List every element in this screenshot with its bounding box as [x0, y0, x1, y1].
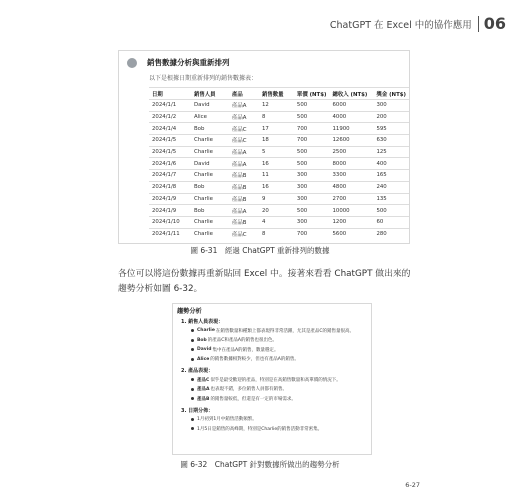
table-cell: 500: [294, 146, 330, 158]
table-cell: 2024/1/4: [149, 123, 191, 135]
figure-6-32-screenshot: [172, 303, 372, 455]
table-cell: 300: [294, 216, 330, 228]
table-cell: 8: [259, 111, 294, 123]
table-cell: 4: [259, 216, 294, 228]
table-cell: 2024/1/8: [149, 181, 191, 193]
table-cell: 700: [294, 135, 330, 147]
column-header: 產品: [229, 88, 259, 100]
item-text: 也表現不錯，多位銷售人員都有銷售。: [210, 387, 287, 393]
table-cell: 2024/1/10: [149, 216, 191, 228]
list-item: [191, 385, 367, 395]
table-cell: 20: [259, 205, 294, 217]
table-cell: 500: [294, 100, 330, 112]
bullet-icon: [191, 388, 194, 391]
page-number: 6-27: [405, 481, 420, 489]
table-cell: 產品A: [229, 100, 259, 112]
item-lead: 產品C: [197, 377, 210, 383]
list-item: [191, 424, 367, 434]
figure-6-31-screenshot: [118, 50, 410, 244]
figure-6-32-caption: 圖 6-32 ChatGPT 針對數據所做出的趨勢分析: [180, 460, 340, 469]
table-row: [149, 135, 409, 147]
table-row: [149, 100, 409, 112]
table-cell: 125: [373, 146, 409, 158]
table-cell: 300: [294, 193, 330, 205]
column-header: 單價 (NT$): [294, 88, 330, 100]
table-cell: 5600: [329, 228, 373, 239]
table-cell: 產品B: [229, 181, 259, 193]
table-cell: 2024/1/11: [149, 228, 191, 239]
table-cell: Charlie: [191, 135, 229, 147]
list-item: [191, 345, 367, 355]
table-cell: 300: [294, 181, 330, 193]
table-cell: 1200: [329, 216, 373, 228]
chatgpt-avatar-icon: [127, 58, 137, 68]
table-cell: 300: [373, 100, 409, 112]
table-row: [149, 205, 409, 217]
table-cell: 8: [259, 228, 294, 239]
section-heading: 1. 銷售人員表現：: [181, 319, 224, 325]
table-cell: 8000: [329, 158, 373, 170]
table-cell: 產品A: [229, 205, 259, 217]
table-cell: 5: [259, 146, 294, 158]
table-cell: 2024/1/9: [149, 205, 191, 217]
table-row: [149, 170, 409, 182]
list-item: [191, 394, 367, 404]
page-header: [330, 14, 506, 33]
response-title: 銷售數據分析與重新排列: [147, 58, 230, 67]
table-cell: David: [191, 158, 229, 170]
table-cell: 2024/1/5: [149, 146, 191, 158]
table-cell: 4800: [329, 181, 373, 193]
table-cell: 240: [373, 181, 409, 193]
table-header-row: [149, 88, 409, 100]
item-lead: 產品A: [197, 387, 210, 393]
table-cell: 2700: [329, 193, 373, 205]
bullet-icon: [191, 378, 194, 381]
table-cell: 11900: [329, 123, 373, 135]
item-text: 的產品C和產品A的銷售也很出色。: [207, 338, 277, 344]
item-lead: Bob: [197, 337, 207, 343]
table-cell: 700: [294, 123, 330, 135]
table-cell: 產品A: [229, 111, 259, 123]
item-text: 的銷售數據相對較少，但也有產品A的銷售。: [210, 357, 299, 363]
bullet-icon: [191, 329, 194, 332]
bullet-icon: [191, 427, 194, 430]
bullet-icon: [191, 418, 194, 421]
header-title: ChatGPT 在 Excel 中的協作應用: [329, 19, 472, 31]
table-cell: 17: [259, 123, 294, 135]
item-text: 集中在產品A的銷售，數量穩定。: [212, 347, 279, 353]
table-row: [149, 158, 409, 170]
table-row: [149, 111, 409, 123]
table-cell: 400: [373, 158, 409, 170]
sales-table: [149, 87, 409, 239]
item-lead: Alice: [197, 356, 210, 362]
table-cell: 產品C: [229, 228, 259, 239]
table-cell: 165: [373, 170, 409, 182]
table-cell: 產品A: [229, 158, 259, 170]
trend-analysis-title: 趨勢分析: [177, 308, 202, 315]
column-header: 總收入 (NT$): [329, 88, 373, 100]
table-cell: 11: [259, 170, 294, 182]
list-item: [191, 415, 367, 425]
table-cell: Bob: [191, 181, 229, 193]
table-cell: Charlie: [191, 193, 229, 205]
table-cell: 16: [259, 181, 294, 193]
response-intro: 以下是根據日期重新排列的銷售數據表：: [149, 75, 258, 82]
table-cell: 10000: [329, 205, 373, 217]
table-cell: 產品B: [229, 170, 259, 182]
bullet-icon: [191, 348, 194, 351]
table-row: [149, 228, 409, 239]
bullet-icon: [191, 339, 194, 342]
table-cell: 18: [259, 135, 294, 147]
item-text: 1月5日是銷售的高峰期，特別是Charlie的銷售活動非常密集。: [197, 426, 323, 432]
table-cell: 200: [373, 111, 409, 123]
table-cell: Charlie: [191, 228, 229, 239]
table-cell: 630: [373, 135, 409, 147]
table-row: [149, 123, 409, 135]
table-cell: 16: [259, 158, 294, 170]
table-cell: 產品B: [229, 216, 259, 228]
table-cell: 產品A: [229, 146, 259, 158]
bullet-icon: [191, 397, 194, 400]
table-cell: 產品C: [229, 135, 259, 147]
column-header: 銷售數量: [259, 88, 294, 100]
table-cell: 12600: [329, 135, 373, 147]
column-header: 銷售人員: [191, 88, 229, 100]
header-divider: [478, 16, 479, 32]
item-lead: 產品B: [197, 396, 210, 402]
table-cell: 700: [294, 228, 330, 239]
table-cell: 2024/1/1: [149, 100, 191, 112]
item-lead: David: [197, 347, 212, 353]
list-item: [191, 355, 367, 365]
section-heading: 3. 日期分佈：: [181, 407, 214, 414]
table-cell: 產品C: [229, 123, 259, 135]
table-cell: 2024/1/2: [149, 111, 191, 123]
table-row: [149, 216, 409, 228]
table-cell: 2024/1/5: [149, 135, 191, 147]
table-cell: 2500: [329, 146, 373, 158]
figure-6-31-caption: 圖 6-31 經過 ChatGPT 重新排列的數據: [190, 246, 330, 255]
table-cell: 500: [294, 158, 330, 170]
item-text: 似乎是最受歡迎的產品，特別是在高銷售數量和高單價的情況下。: [210, 377, 341, 383]
table-cell: Charlie: [191, 170, 229, 182]
table-cell: 6000: [329, 100, 373, 112]
table-cell: 595: [373, 123, 409, 135]
table-cell: Bob: [191, 123, 229, 135]
table-row: [149, 146, 409, 158]
table-cell: 2024/1/9: [149, 193, 191, 205]
table-cell: 135: [373, 193, 409, 205]
table-cell: Charlie: [191, 146, 229, 158]
item-text: 的銷售量較低，但還是有一定的市場需求。: [210, 396, 296, 402]
table-cell: 300: [294, 170, 330, 182]
table-cell: Alice: [191, 111, 229, 123]
table-cell: 500: [373, 205, 409, 217]
table-row: [149, 181, 409, 193]
table-cell: 2024/1/6: [149, 158, 191, 170]
chat-response-header: [119, 51, 409, 70]
column-header: 日期: [149, 88, 191, 100]
section-heading: 2. 產品表現：: [181, 368, 214, 374]
table-cell: David: [191, 100, 229, 112]
item-lead: Charlie: [197, 328, 215, 334]
column-header: 獎金 (NT$): [373, 88, 409, 100]
table-cell: 280: [373, 228, 409, 239]
chapter-number: 06: [483, 14, 506, 33]
body-paragraph: 各位可以將這份數據再重新貼回 Excel 中。接著來看看 ChatGPT 做出來的趨勢分析如圖 6-32。: [118, 269, 411, 294]
table-cell: 60: [373, 216, 409, 228]
list-item: [191, 326, 367, 336]
bullet-icon: [191, 358, 194, 361]
item-text: 在銷售數量和種類上都表現得非常活躍，尤其是產品C的銷售量很高。: [215, 328, 355, 334]
table-cell: 2024/1/7: [149, 170, 191, 182]
item-text: 1月初到1月中銷售活動頻繁。: [197, 417, 257, 423]
table-cell: 產品B: [229, 193, 259, 205]
table-cell: Charlie: [191, 216, 229, 228]
table-cell: 9: [259, 193, 294, 205]
table-cell: 500: [294, 111, 330, 123]
table-row: [149, 193, 409, 205]
table-cell: Bob: [191, 205, 229, 217]
table-cell: 500: [294, 205, 330, 217]
table-cell: 4000: [329, 111, 373, 123]
list-item: [191, 336, 367, 346]
list-item: [191, 375, 367, 385]
table-cell: 12: [259, 100, 294, 112]
table-cell: 3300: [329, 170, 373, 182]
